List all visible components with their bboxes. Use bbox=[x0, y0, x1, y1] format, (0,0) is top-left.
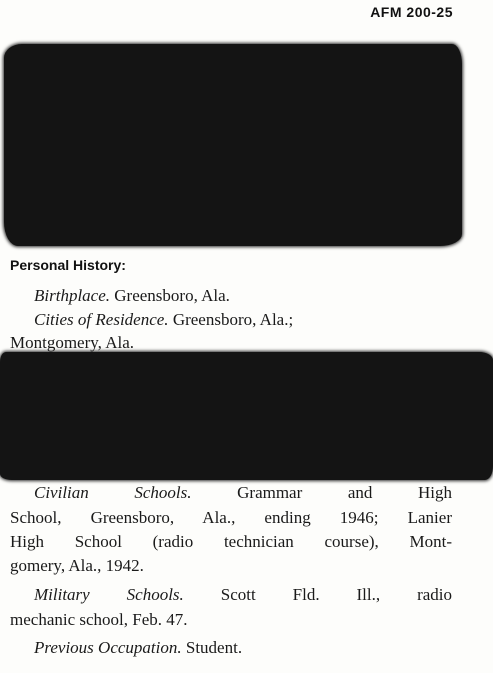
military-schools-value: Scott Fld. Ill., radio bbox=[220, 585, 452, 604]
cities-of-residence-line bbox=[34, 309, 293, 331]
cities-of-residence-label: Cities of Residence. bbox=[34, 310, 169, 329]
section-heading-personal-history: Personal History: bbox=[10, 257, 126, 273]
civilian-schools-value: Grammar and High bbox=[237, 483, 453, 502]
previous-occupation-label: Previous Occupation. bbox=[34, 638, 182, 657]
birthplace-value: Greensboro, Ala. bbox=[114, 286, 230, 305]
civilian-schools-line-2: School, Greensboro, Ala., ending 1946; Lanier bbox=[10, 508, 452, 527]
military-schools-label: Military Schools. bbox=[34, 585, 184, 604]
birthplace-line bbox=[34, 285, 230, 307]
previous-occupation-value: Student. bbox=[185, 638, 243, 657]
military-schools-line bbox=[34, 584, 452, 606]
form-number: AFM 200-25 bbox=[370, 4, 453, 20]
cities-of-residence-value: Greensboro, Ala.; bbox=[172, 310, 294, 329]
civilian-schools-line-4: gomery, Ala., 1942. bbox=[10, 556, 144, 575]
redaction-block-top bbox=[4, 44, 462, 246]
previous-occupation-line bbox=[34, 637, 242, 659]
military-schools-line-2: mechanic school, Feb. 47. bbox=[10, 610, 188, 629]
cities-of-residence-continuation: Montgomery, Ala. bbox=[10, 333, 135, 352]
redaction-block-middle bbox=[0, 352, 493, 480]
civilian-schools-label: Civilian Schools. bbox=[34, 483, 192, 502]
civilian-schools-line-3: High School (radio technician course), Mont- bbox=[10, 532, 452, 551]
civilian-schools-line bbox=[34, 482, 452, 504]
birthplace-label: Birthplace. bbox=[34, 286, 111, 305]
